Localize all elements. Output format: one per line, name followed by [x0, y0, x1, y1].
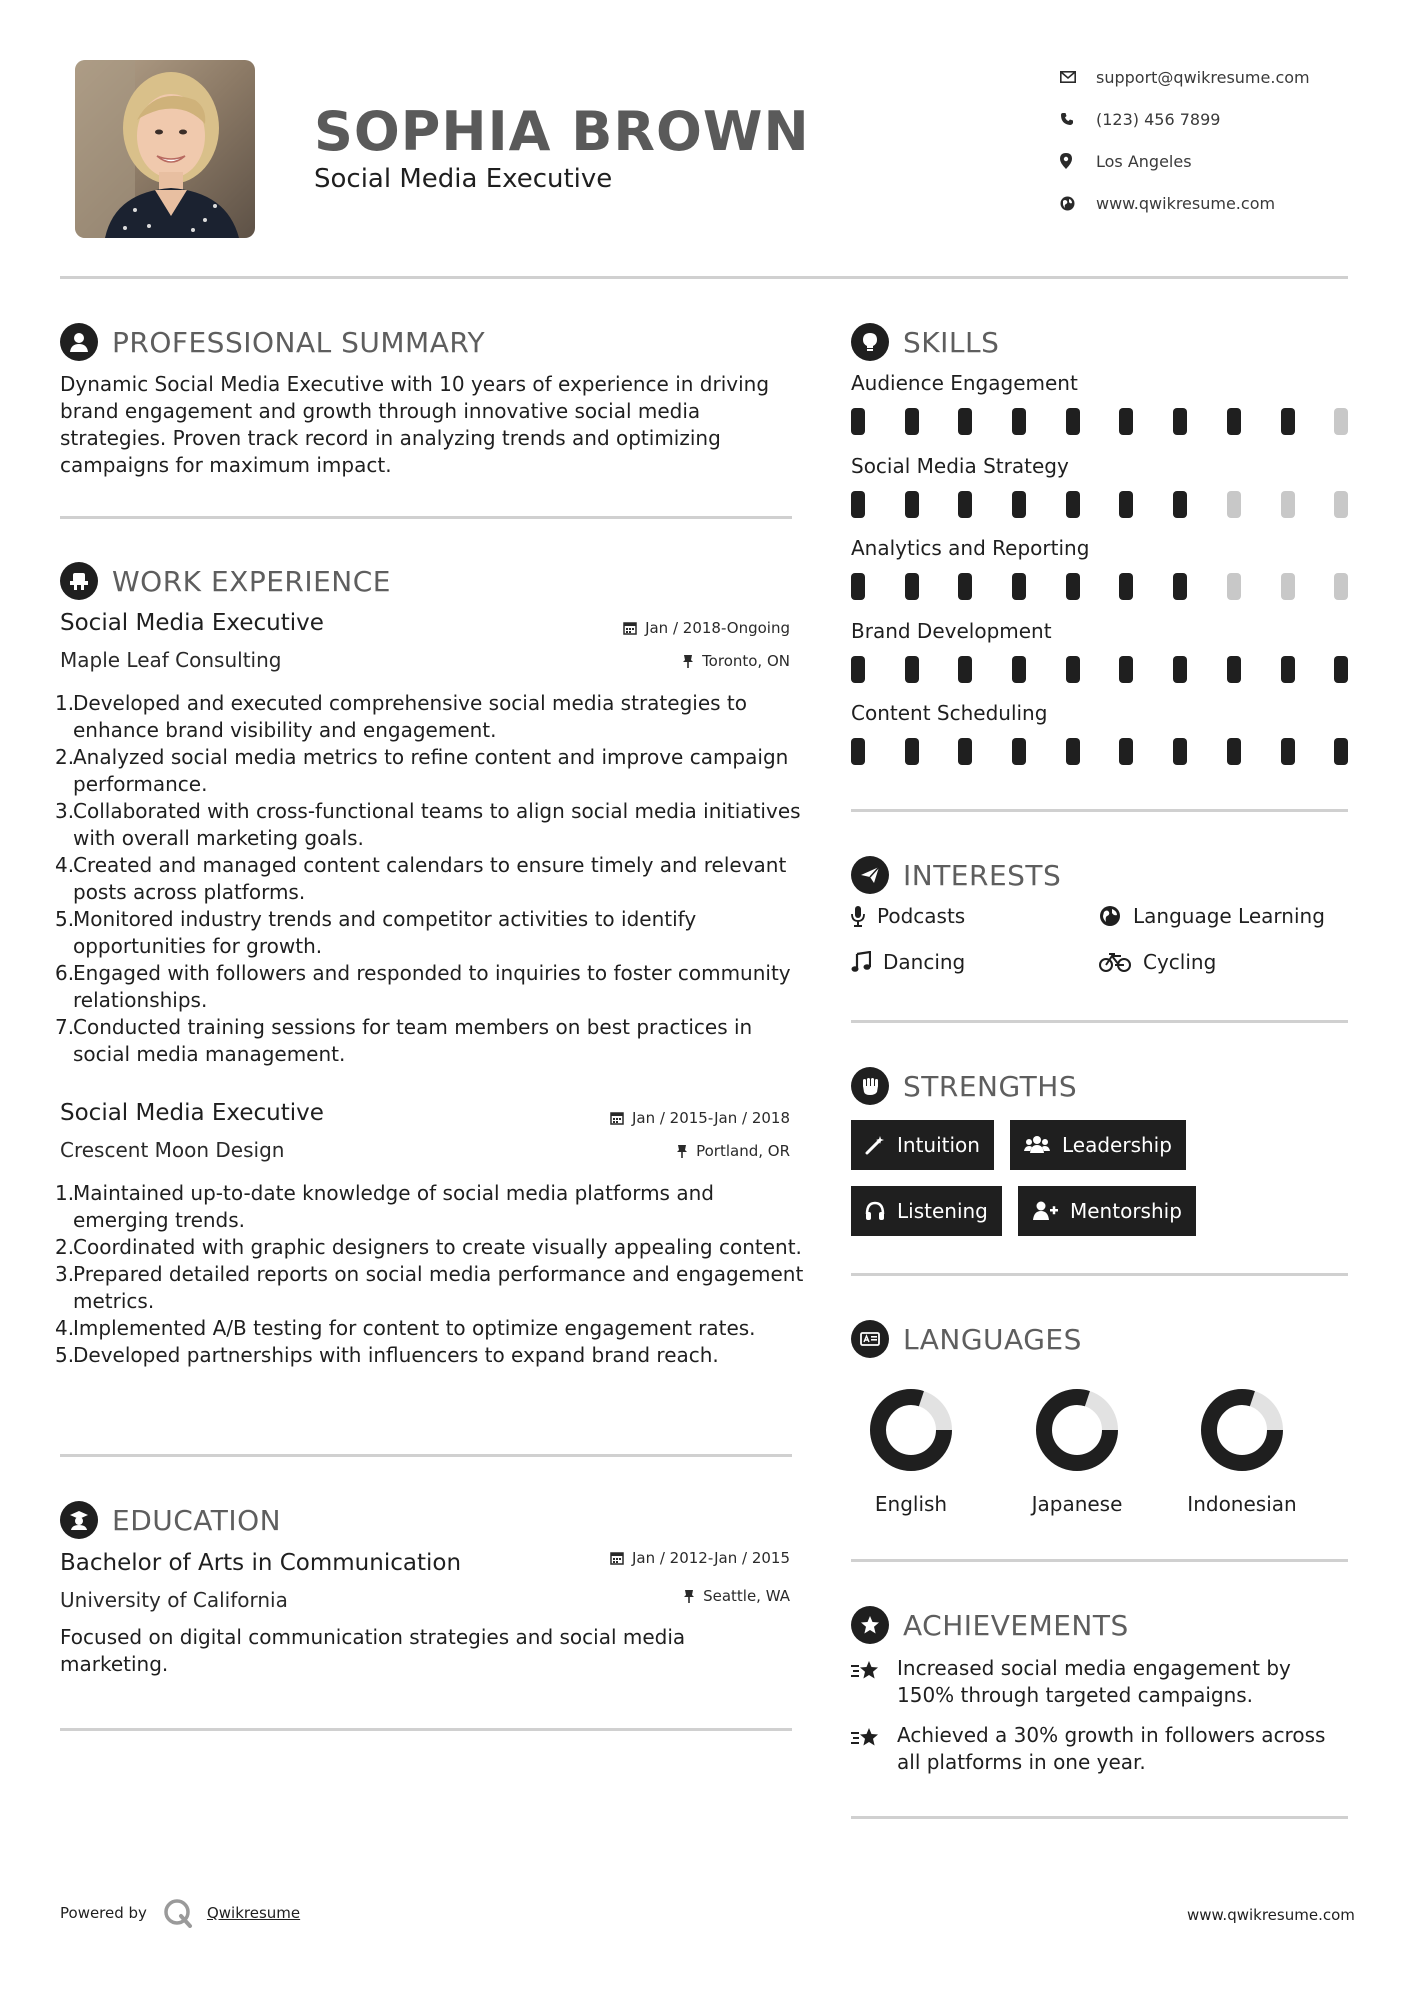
calendar-icon [623, 621, 637, 635]
bullet-text: Maintained up-to-date knowledge of social media platforms and emerging trends. [73, 1181, 714, 1232]
job-1-location [682, 652, 790, 670]
bullet-text: Developed and executed comprehensive social media strategies to enhance brand visibility and engagement. [73, 691, 747, 742]
shooting-star-icon [851, 1655, 897, 1709]
list-item: 6. Engaged with followers and responded to inquiries to foster community relationships. [55, 961, 791, 1012]
strengths-heading [851, 1067, 1077, 1105]
powered-by-label: Powered by [60, 1904, 147, 1922]
education-location-text: Seattle, WA [703, 1587, 790, 1605]
language-english [831, 1386, 991, 1516]
languages-heading-text: LANGUAGES [903, 1322, 1082, 1356]
list-item: 1. Maintained up-to-date knowledge of social media platforms and emerging trends. [55, 1181, 714, 1232]
skill-2-label: Analytics and Reporting [851, 536, 1090, 560]
interests-divider [851, 1020, 1348, 1023]
user-icon [60, 323, 98, 361]
job-1-company: Maple Leaf Consulting [60, 648, 282, 672]
skill-level-segment [1281, 656, 1295, 683]
skill-level-segment [1119, 573, 1133, 600]
skill-level-segment [1334, 491, 1348, 518]
skill-level-segment [1173, 408, 1187, 435]
language-icon [851, 1320, 889, 1358]
skill-level-segment [1066, 491, 1080, 518]
list-item: 3. Prepared detailed reports on social media performance and engagement metrics. [55, 1262, 804, 1313]
skill-level-segment [1066, 573, 1080, 600]
education-dates [610, 1549, 790, 1567]
summary-heading-text: PROFESSIONAL SUMMARY [112, 325, 486, 359]
map-pin-icon [1060, 153, 1096, 169]
skill-level-segment [905, 408, 919, 435]
bullet-text: Conducted training sessions for team members on best practices in social media management. [73, 1015, 753, 1066]
skill-level-segment [1119, 408, 1133, 435]
job-1-location-text: Toronto, ON [702, 652, 790, 670]
skill-3-label: Brand Development [851, 619, 1052, 643]
skill-level-segment [1173, 573, 1187, 600]
education-degree: Bachelor of Arts in Communication [60, 1550, 462, 1576]
skill-level-segment [1334, 656, 1348, 683]
list-item: 2. Analyzed social media metrics to refine content and improve campaign performance. [55, 745, 789, 796]
skill-level-segment [851, 573, 865, 600]
skill-level-segment [905, 491, 919, 518]
skill-4-label: Content Scheduling [851, 701, 1048, 725]
bullet-text: Coordinated with graphic designers to create visually appealing content. [73, 1235, 802, 1259]
language-donut [1033, 1386, 1121, 1474]
bullet-text: Analyzed social media metrics to refine content and improve campaign performance. [73, 745, 789, 796]
strength-text: Mentorship [1070, 1199, 1182, 1223]
job-1-dates-text: Jan / 2018-Ongoing [645, 619, 790, 637]
skill-level-segment [1227, 491, 1241, 518]
strength-text: Intuition [897, 1133, 980, 1157]
phone-icon [1060, 112, 1096, 126]
skills-heading [851, 323, 999, 361]
skill-level-segment [1334, 408, 1348, 435]
skill-level-segment [851, 738, 865, 765]
interests-heading-text: INTERESTS [903, 858, 1062, 892]
achievements-heading [851, 1606, 1129, 1644]
skill-level-segment [1281, 738, 1295, 765]
job-1-bullets [55, 690, 805, 1068]
lightbulb-icon [851, 323, 889, 361]
skill-level-segment [1227, 656, 1241, 683]
job-2-company: Crescent Moon Design [60, 1138, 285, 1162]
bicycle-icon [1099, 952, 1131, 972]
skill-level-segment [1173, 656, 1187, 683]
job-1-title: Social Media Executive [60, 610, 324, 636]
bullet-text: Implemented A/B testing for content to optimize engagement rates. [73, 1316, 756, 1340]
qwikresume-logo-icon [163, 1898, 193, 1928]
strength-text: Leadership [1062, 1133, 1172, 1157]
language-donut [867, 1386, 955, 1474]
job-2-location [676, 1142, 790, 1160]
list-item: 5. Monitored industry trends and competitor activities to identify opportunities for growth. [55, 907, 697, 958]
skill-level-segment [1173, 738, 1187, 765]
skill-0-label: Audience Engagement [851, 371, 1078, 395]
strength-chip-intuition [851, 1120, 994, 1170]
skill-level-segment [851, 408, 865, 435]
education-location [683, 1587, 790, 1605]
skill-level-segment [1066, 408, 1080, 435]
languages-heading [851, 1320, 1082, 1358]
candidate-name: SOPHIA BROWN [314, 100, 810, 163]
graduate-icon [60, 1501, 98, 1539]
skill-level-segment [905, 656, 919, 683]
envelope-icon [1060, 71, 1096, 83]
achievements-heading-text: ACHIEVEMENTS [903, 1608, 1129, 1642]
pushpin-icon [682, 654, 694, 668]
skill-level-segment [1066, 738, 1080, 765]
skill-level-segment [1227, 408, 1241, 435]
skill-level-segment [905, 573, 919, 600]
calendar-icon [610, 1551, 624, 1565]
language-indonesian [1162, 1386, 1322, 1516]
job-2-dates [610, 1109, 790, 1127]
languages-divider [851, 1559, 1348, 1562]
headphones-icon [865, 1201, 885, 1221]
achievements-divider [851, 1816, 1348, 1819]
header-divider [60, 276, 1348, 279]
interest-text: Cycling [1143, 950, 1217, 974]
profile-photo [75, 60, 255, 238]
skill-level-segment [1334, 573, 1348, 600]
education-dates-text: Jan / 2012-Jan / 2015 [631, 1549, 790, 1567]
qwikresume-link[interactable]: Qwikresume [206, 1904, 301, 1922]
briefcase-icon [60, 562, 98, 600]
list-item: 1. Developed and executed comprehensive social media strategies to enhance brand visibility and engagement. [55, 691, 747, 742]
contact-phone[interactable] [1060, 98, 1380, 140]
job-2-location-text: Portland, OR [696, 1142, 790, 1160]
contact-phone-text: (123) 456 7899 [1096, 109, 1221, 129]
skill-level-segment [1066, 656, 1080, 683]
education-school: University of California [60, 1588, 288, 1612]
skill-level-segment [1012, 573, 1026, 600]
language-name: English [874, 1492, 948, 1516]
education-description: Focused on digital communication strategies and social media marketing. [60, 1625, 686, 1676]
skill-1-label: Social Media Strategy [851, 454, 1069, 478]
footer-powered-by [60, 1898, 300, 1928]
skill-level-segment [1012, 738, 1026, 765]
job-1-dates [623, 619, 790, 637]
candidate-title: Social Media Executive [314, 164, 613, 194]
interest-podcasts [851, 904, 965, 928]
list-item: 7. Conducted training sessions for team members on best practices in social media management. [55, 1015, 753, 1066]
globe-icon [1099, 905, 1121, 927]
skills-divider [851, 809, 1348, 812]
interest-dancing [851, 950, 965, 974]
summary-divider [60, 516, 792, 519]
globe-icon [1060, 196, 1096, 211]
skill-level-segment [1281, 573, 1295, 600]
job-2-bullets [55, 1180, 805, 1369]
bullet-text: Created and managed content calendars to ensure timely and relevant posts across platforms. [73, 853, 787, 904]
contact-website[interactable] [1060, 182, 1380, 224]
skill-1-bar [851, 491, 1348, 518]
contact-list [1060, 56, 1380, 224]
skill-2-bar [851, 573, 1348, 600]
strength-chip-mentorship [1018, 1186, 1196, 1236]
contact-location [1060, 140, 1380, 182]
skill-level-segment [1281, 408, 1295, 435]
strength-chip-listening [851, 1186, 1002, 1236]
skill-level-segment [958, 573, 972, 600]
experience-heading-text: WORK EXPERIENCE [112, 564, 391, 598]
list-item: 4. Created and managed content calendars to ensure timely and relevant posts across platforms. [55, 853, 787, 904]
bullet-text: Collaborated with cross-functional teams to align social media initiatives with overall marketing goals. [73, 799, 801, 850]
summary-heading [60, 323, 485, 361]
strengths-heading-text: STRENGTHS [903, 1069, 1078, 1103]
skill-4-bar [851, 738, 1348, 765]
contact-email-text: support@qwikresume.com [1096, 67, 1310, 87]
skill-0-bar [851, 408, 1348, 435]
paper-plane-icon [851, 856, 889, 894]
contact-website-text: www.qwikresume.com [1096, 193, 1276, 213]
skill-level-segment [1012, 656, 1026, 683]
list-item: 2. Coordinated with graphic designers to create visually appealing content. [55, 1235, 802, 1259]
skill-level-segment [958, 656, 972, 683]
contact-location-text: Los Angeles [1096, 151, 1192, 171]
skill-level-segment [1012, 491, 1026, 518]
magic-wand-icon [865, 1135, 885, 1155]
skill-level-segment [958, 738, 972, 765]
achievement-text: Increased social media engagement by 150% through targeted campaigns. [897, 1656, 1291, 1707]
skill-3-bar [851, 656, 1348, 683]
list-item: 5. Developed partnerships with influencers to expand brand reach. [55, 1343, 719, 1367]
skills-heading-text: SKILLS [903, 325, 1000, 359]
skill-level-segment [851, 491, 865, 518]
skill-level-segment [1119, 656, 1133, 683]
microphone-icon [851, 905, 865, 927]
bullet-text: Monitored industry trends and competitor activities to identify opportunities for growth. [73, 907, 697, 958]
summary-text: Dynamic Social Media Executive with 10 years of experience in driving brand engagement and growth through innovative social media strategies. Proven track record in analyzing trends and optimizing campaigns for maximum impact. [60, 372, 770, 477]
interest-language-learning [1099, 904, 1325, 928]
users-icon [1024, 1135, 1050, 1155]
interest-cycling [1099, 950, 1216, 974]
skill-level-segment [851, 656, 865, 683]
language-japanese [997, 1386, 1157, 1516]
education-divider [60, 1728, 792, 1731]
achievement-text: Achieved a 30% growth in followers across all platforms in one year. [897, 1723, 1326, 1774]
skill-level-segment [1334, 738, 1348, 765]
skill-level-segment [1173, 491, 1187, 518]
strengths-divider [851, 1273, 1348, 1276]
achievement-item-1 [851, 1655, 1341, 1709]
user-plus-icon [1032, 1201, 1058, 1221]
language-name: Indonesian [1187, 1492, 1297, 1516]
skill-level-segment [1119, 491, 1133, 518]
bullet-text: Developed partnerships with influencers to expand brand reach. [73, 1343, 719, 1367]
interest-text: Language Learning [1133, 904, 1325, 928]
bullet-text: Engaged with followers and responded to inquiries to foster community relationships. [73, 961, 791, 1012]
pushpin-icon [683, 1589, 695, 1603]
skill-level-segment [1227, 573, 1241, 600]
interest-text: Dancing [883, 950, 966, 974]
list-item: 4. Implemented A/B testing for content to optimize engagement rates. [55, 1316, 756, 1340]
strength-text: Listening [897, 1199, 988, 1223]
job-2-title: Social Media Executive [60, 1100, 324, 1126]
language-donut [1198, 1386, 1286, 1474]
education-heading [60, 1501, 281, 1539]
strength-chip-leadership [1010, 1120, 1186, 1170]
achievement-item-2 [851, 1722, 1341, 1776]
language-name: Japanese [1031, 1492, 1123, 1516]
music-note-icon [851, 951, 871, 973]
skill-level-segment [958, 491, 972, 518]
experience-heading [60, 562, 391, 600]
experience-divider [60, 1454, 792, 1457]
shooting-star-icon [851, 1722, 897, 1776]
contact-email[interactable] [1060, 56, 1380, 98]
skill-level-segment [1281, 491, 1295, 518]
skill-level-segment [958, 408, 972, 435]
skill-level-segment [905, 738, 919, 765]
job-2-dates-text: Jan / 2015-Jan / 2018 [631, 1109, 790, 1127]
bullet-text: Prepared detailed reports on social media performance and engagement metrics. [73, 1262, 804, 1313]
skill-level-segment [1119, 738, 1133, 765]
fist-icon [851, 1067, 889, 1105]
star-badge-icon [851, 1606, 889, 1644]
list-item: 3. Collaborated with cross-functional teams to align social media initiatives with overall marketing goals. [55, 799, 801, 850]
skill-level-segment [1012, 408, 1026, 435]
footer-website[interactable]: www.qwikresume.com [1187, 1906, 1355, 1924]
interest-text: Podcasts [877, 904, 966, 928]
education-heading-text: EDUCATION [112, 1503, 282, 1537]
pushpin-icon [676, 1144, 688, 1158]
interests-heading [851, 856, 1061, 894]
calendar-icon [610, 1111, 624, 1125]
skill-level-segment [1227, 738, 1241, 765]
